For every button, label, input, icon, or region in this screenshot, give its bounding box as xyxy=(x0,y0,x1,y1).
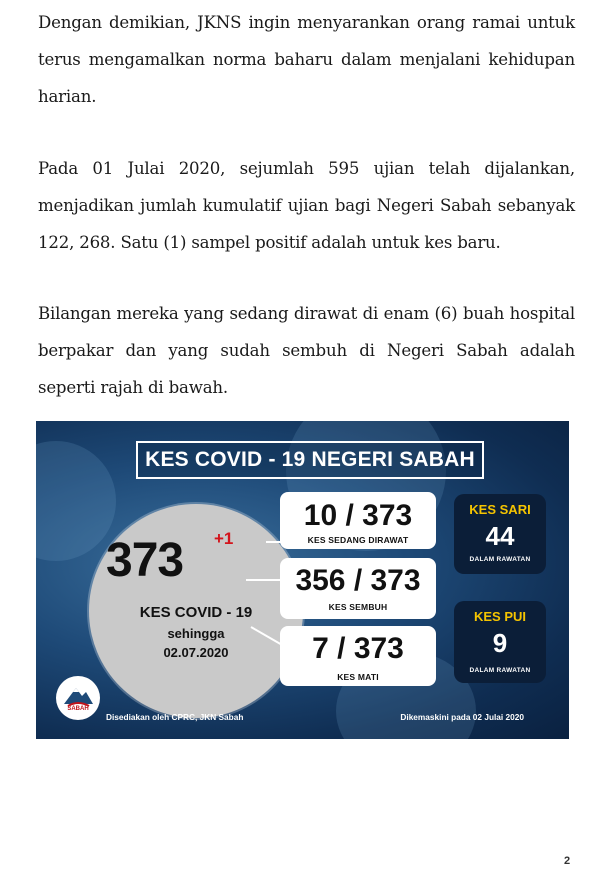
stat-label: KES SEDANG DIRAWAT xyxy=(307,535,409,545)
sari-title: KES SARI xyxy=(469,502,531,517)
mountain-icon xyxy=(56,676,100,720)
pui-subtitle: DALAM RAWATAN xyxy=(469,667,531,674)
stat-value: 356 / 373 xyxy=(295,564,421,597)
total-cases-label: KES COVID - 19 xyxy=(139,604,253,621)
paragraph-recommendation: Dengan demikian, JKNS ingin menyarankan orang ramai untuk terus mengamalkan norma baharu dalam menjalani kehidupan harian. xyxy=(38,13,575,106)
total-cases-value: 373 xyxy=(106,534,184,587)
infographic-title-box xyxy=(136,441,484,479)
paragraph-testing: Pada 01 Julai 2020, sejumlah 595 ujian telah dijalankan, menjadikan jumlah kumulatif ujian bagi Negeri Sabah sebanyak 122, 268. Satu (1) sampel positif adalah untuk kes baru. xyxy=(38,159,575,252)
stat-label: KES MATI xyxy=(337,672,379,682)
stat-box-under-treatment xyxy=(280,492,436,549)
stat-value: 10 / 373 xyxy=(303,499,413,532)
paragraph-hospital: Bilangan mereka yang sedang dirawat di enam (6) buah hospital berpakar dan yang sudah sembuh di Negeri Sabah adalah seperti rajah di bawah. xyxy=(38,304,575,397)
total-cases-increase: +1 xyxy=(214,529,234,548)
sari-value: 44 xyxy=(485,521,515,551)
covid-infographic xyxy=(36,421,569,739)
logo-text: SABAH xyxy=(67,706,89,712)
footer-prepared-by: Disediakan oleh CPRC, JKN Sabah xyxy=(106,712,244,722)
pui-value: 9 xyxy=(492,628,508,658)
page-number: 2 xyxy=(564,855,571,867)
stat-value: 7 / 373 xyxy=(312,632,404,665)
sabah-logo xyxy=(56,676,100,720)
until-label: sehingga xyxy=(167,626,225,641)
sari-box xyxy=(454,494,546,574)
footer-updated: Dikemaskini pada 02 Julai 2020 xyxy=(400,712,524,722)
sari-subtitle: DALAM RAWATAN xyxy=(469,556,531,563)
stat-box-deaths xyxy=(280,626,436,686)
stat-label: KES SEMBUH xyxy=(328,602,388,612)
pui-box xyxy=(454,601,546,683)
virus-decoration xyxy=(36,441,116,561)
connector-line xyxy=(246,579,280,581)
pui-title: KES PUI xyxy=(473,609,526,624)
stat-box-recovered xyxy=(280,558,436,619)
update-date: 02.07.2020 xyxy=(163,645,229,660)
infographic-title: KES COVID - 19 NEGERI SABAH xyxy=(145,448,475,471)
